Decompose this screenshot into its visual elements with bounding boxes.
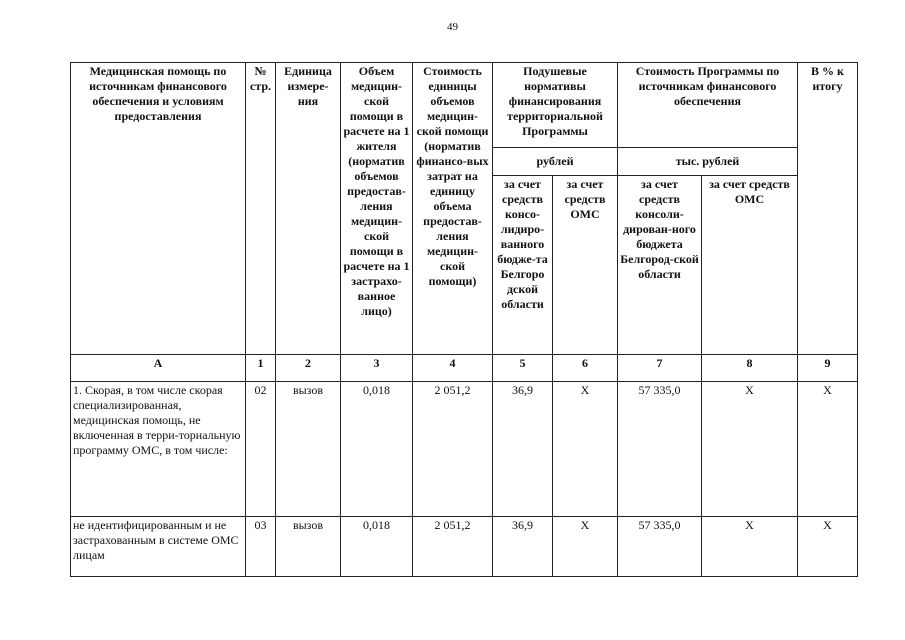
- row-program-oms: Х: [702, 382, 798, 517]
- row-per-capita-budget: 36,9: [493, 382, 553, 517]
- row-line-number: 03: [246, 517, 276, 577]
- page-number: 49: [447, 21, 458, 33]
- header-col-8: за счет средств ОМС: [702, 176, 798, 355]
- index-cell: 6: [553, 355, 618, 382]
- header-col-1: № стр.: [246, 63, 276, 355]
- header-col-6: за счет средств ОМС: [553, 176, 618, 355]
- header-group-program-cost: Стоимость Программы по источникам финансового обеспечения: [618, 63, 798, 148]
- header-col-a: Медицинская помощь по источникам финансового обеспечения и условиям предоставления: [71, 63, 246, 355]
- index-cell: 7: [618, 355, 702, 382]
- index-cell: 9: [798, 355, 858, 382]
- row-percent: Х: [798, 517, 858, 577]
- header-group-per-capita: Подушевые нормативы финансирования территориальной Программы: [493, 63, 618, 148]
- row-volume: 0,018: [341, 382, 413, 517]
- row-unit: вызов: [276, 517, 341, 577]
- index-row: [71, 355, 858, 382]
- program-cost-table: [70, 62, 858, 577]
- header-col-5: за счет средств консо-лидиро-ванного бюдже-та Белгоро дской области: [493, 176, 553, 355]
- row-volume: 0,018: [341, 517, 413, 577]
- table-row: [71, 382, 858, 517]
- row-program-oms: Х: [702, 517, 798, 577]
- row-percent: Х: [798, 382, 858, 517]
- row-cost: 2 051,2: [413, 382, 493, 517]
- header-col-9: В % к итогу: [798, 63, 858, 355]
- header-unit-thous: тыс. рублей: [618, 148, 798, 176]
- row-name: 1. Скорая, в том числе скорая специализированная, медицинская помощь, не включенная в терри-ториальную программу ОМС, в том числе:: [71, 382, 246, 517]
- header-unit-rub: рублей: [493, 148, 618, 176]
- index-cell: 8: [702, 355, 798, 382]
- index-cell: 3: [341, 355, 413, 382]
- index-cell: 1: [246, 355, 276, 382]
- index-cell: 4: [413, 355, 493, 382]
- header-col-7: за счет средств консоли-дирован-ного бюджета Белгород-ской области: [618, 176, 702, 355]
- header-col-4: Стоимость единицы объемов медицин-ской помощи (норматив финансо-вых затрат на единицу объема предостав-ления медицин-ской помощи): [413, 63, 493, 355]
- header-row-1: [71, 63, 858, 148]
- index-cell: 2: [276, 355, 341, 382]
- index-cell: А: [71, 355, 246, 382]
- row-unit: вызов: [276, 382, 341, 517]
- row-line-number: 02: [246, 382, 276, 517]
- header-col-3: Объем медицин-ской помощи в расчете на 1 жителя (норматив объемов предостав-ления медицин-ской помощи в расчете на 1 застрахо-ванное лицо): [341, 63, 413, 355]
- row-cost: 2 051,2: [413, 517, 493, 577]
- row-name: не идентифицированным и не застрахованным в системе ОМС лицам: [71, 517, 246, 577]
- index-cell: 5: [493, 355, 553, 382]
- row-program-budget: 57 335,0: [618, 382, 702, 517]
- row-per-capita-oms: Х: [553, 382, 618, 517]
- header-col-2: Единица измере-ния: [276, 63, 341, 355]
- row-per-capita-budget: 36,9: [493, 517, 553, 577]
- row-program-budget: 57 335,0: [618, 517, 702, 577]
- table-row: [71, 517, 858, 577]
- row-per-capita-oms: Х: [553, 517, 618, 577]
